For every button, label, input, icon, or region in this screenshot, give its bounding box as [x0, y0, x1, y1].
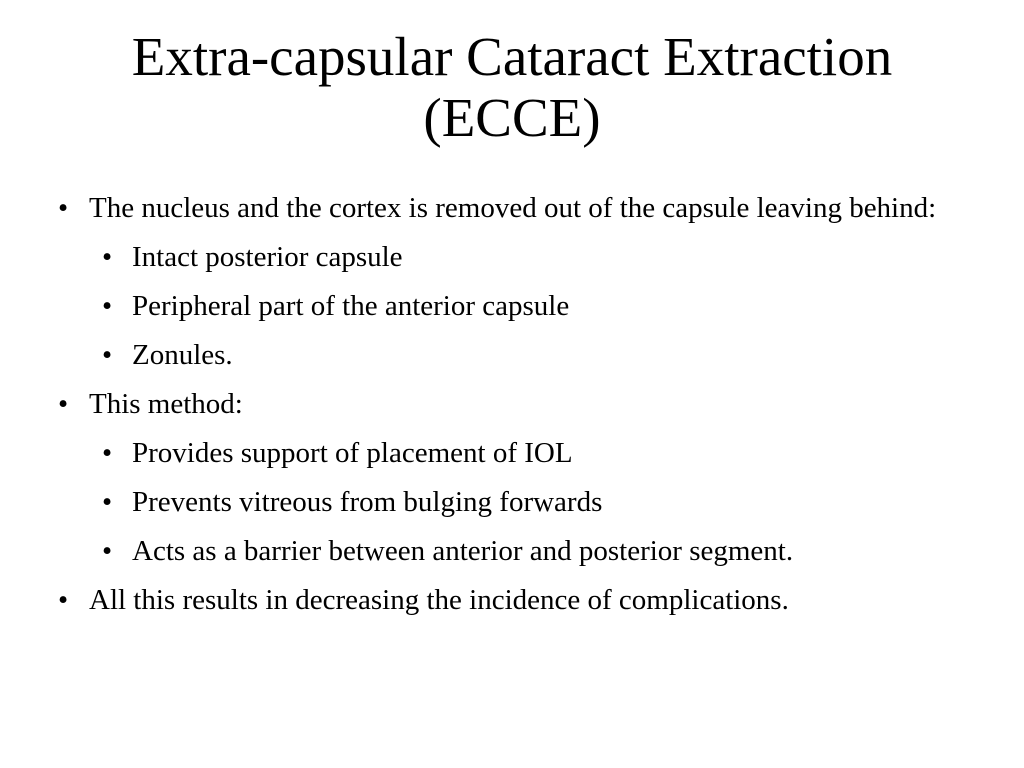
bullet-text: Intact posterior capsule — [132, 241, 403, 273]
bullet-item-complications — [58, 581, 958, 619]
sub-bullet-item-zonules — [102, 336, 958, 374]
bullet-dot-icon: • — [102, 339, 113, 371]
bullet-dot-icon: • — [102, 290, 113, 322]
bullet-dot-icon: • — [58, 388, 69, 420]
bullet-item-this-method — [58, 385, 958, 423]
sub-bullet-item-vitreous — [102, 483, 958, 521]
bullet-text: Prevents vitreous from bulging forwards — [132, 486, 603, 518]
sub-bullet-item-barrier — [102, 532, 958, 570]
slide-title — [40, 26, 984, 148]
bullet-list — [58, 189, 958, 630]
bullet-dot-icon: • — [58, 192, 69, 224]
sub-bullet-item-anterior-capsule — [102, 287, 958, 325]
bullet-dot-icon: • — [102, 535, 113, 567]
bullet-dot-icon: • — [102, 437, 113, 469]
slide-title-line-1: Extra-capsular Cataract Extraction — [131, 26, 893, 87]
bullet-text: Provides support of placement of IOL — [132, 437, 573, 469]
bullet-text: The nucleus and the cortex is removed out of the capsule leaving behind: — [89, 192, 937, 224]
bullet-dot-icon: • — [102, 486, 113, 518]
bullet-item-nucleus-removed — [58, 189, 958, 227]
bullet-dot-icon: • — [58, 584, 69, 616]
sub-bullet-item-iol-support — [102, 434, 958, 472]
bullet-text: Acts as a barrier between anterior and posterior segment. — [132, 535, 794, 567]
bullet-text: This method: — [89, 388, 243, 420]
sub-bullet-item-posterior-capsule — [102, 238, 958, 276]
bullet-text: Peripheral part of the anterior capsule — [132, 290, 570, 322]
bullet-text: Zonules. — [132, 339, 233, 371]
bullet-text: All this results in decreasing the incidence of complications. — [89, 584, 789, 616]
bullet-dot-icon: • — [102, 241, 113, 273]
slide-title-line-2: (ECCE) — [423, 87, 601, 148]
